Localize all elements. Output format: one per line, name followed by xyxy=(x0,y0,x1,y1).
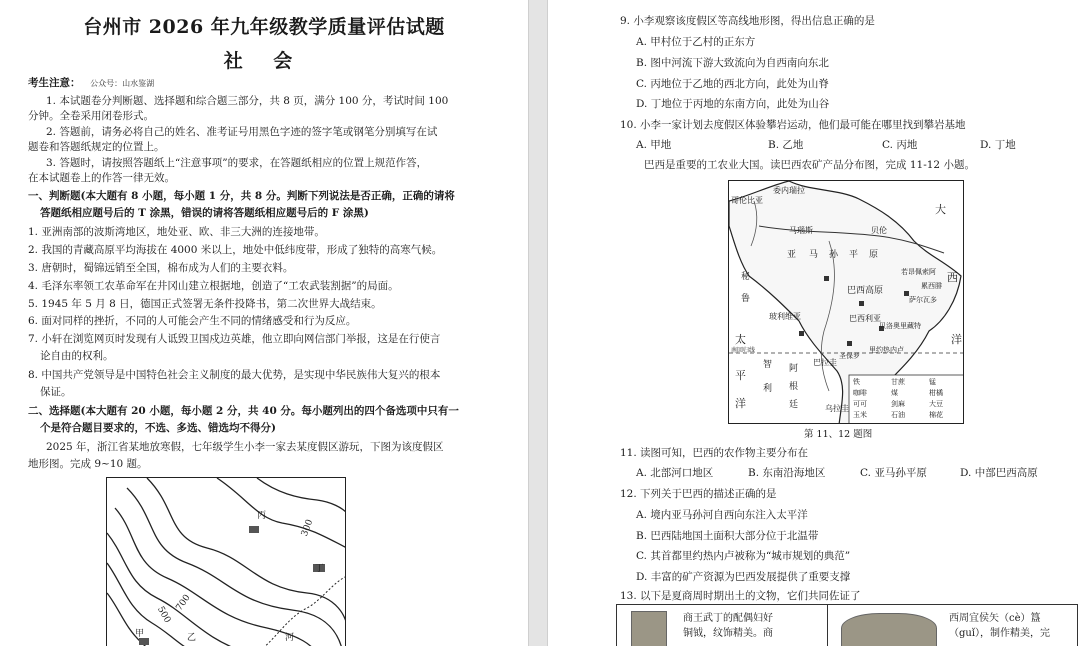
map-label-peru-lu: 鲁 xyxy=(741,294,751,304)
map-label-sun: 孙 xyxy=(829,250,839,260)
map-label-belo-horizonte: 贝洛奥里藏特 xyxy=(879,322,921,330)
relic2-line: （guǐ），制作精美，完 xyxy=(949,628,1051,639)
map-label-uruguay: 乌拉圭 xyxy=(825,404,849,413)
contour-label-river: 河 xyxy=(285,633,295,643)
judgment-item: 6. 面对同样的挫折，不同的人可能会产生不同的情绪感受和行为反应。 xyxy=(28,315,357,327)
notice-line: 在本试题卷上的作答一律无效。 xyxy=(28,172,175,184)
map-label-peru-bi: 秘 xyxy=(741,272,751,282)
right-page xyxy=(548,0,1080,646)
map-label-atlantic-da: 大 xyxy=(935,203,946,216)
brazil-map xyxy=(728,180,964,424)
q9-option: C. 丙地位于乙地的西北方向，此处为山脊 xyxy=(636,78,829,90)
map-label-manaus: 马瑙斯 xyxy=(789,226,813,235)
map-label-argentina-a: 阿 xyxy=(789,364,799,374)
q10-option: D. 丁地 xyxy=(980,139,1016,151)
map-label-recife: 累西腓 xyxy=(921,282,942,290)
map-label-brazil-plateau: 巴西高原 xyxy=(847,286,884,296)
map-label-rio: 里约热内卢 xyxy=(869,346,904,354)
scenario-intro-cont: 地形图。完成 9~10 题。 xyxy=(28,458,148,470)
q11-option: C. 亚马孙平原 xyxy=(860,467,927,479)
contour-label-ding: 丁 xyxy=(315,564,325,574)
map-label-ya: 亚 xyxy=(787,250,797,260)
judgment-item: 8. 中国共产党领导是中国特色社会主义制度的最大优势，是实现中华民族伟大复兴的根本 xyxy=(28,369,441,381)
notice-source: 公众号：山水鉴湖 xyxy=(90,79,155,88)
legend-item: 可可 xyxy=(853,400,867,408)
judgment-item: 5. 1945 年 5 月 8 日，德国正式签署无条件投降书，第二次世界大战结束。 xyxy=(28,298,382,310)
q12-stem: 12. 下列关于巴西的描述正确的是 xyxy=(620,488,777,500)
notice-line: 分钟。全卷采用闭卷形式。 xyxy=(28,110,154,122)
map-label-chile-li: 利 xyxy=(763,384,773,394)
judgment-item-cont: 保证。 xyxy=(40,386,72,398)
notice-line: 1. 本试题卷分判断题、选择题和综合题三部分，共 8 页，满分 100 分，考试时间 100 xyxy=(46,95,449,107)
q9-option: B. 图中河流下游大致流向为自西南向东北 xyxy=(636,57,829,69)
relic-divider xyxy=(827,605,828,646)
relic-yue-axe-image xyxy=(631,611,667,646)
legend-item: 锰 xyxy=(929,378,936,386)
map-label-argentina-ting: 廷 xyxy=(789,400,799,410)
legend-item: 铁 xyxy=(853,378,860,386)
judgment-item: 3. 唐朝时，蜀锦远销至全国，棉布成为人们的主要衣料。 xyxy=(28,262,294,274)
q11-option: B. 东南沿海地区 xyxy=(748,467,826,479)
legend-item: 柑橘 xyxy=(929,389,943,397)
relic2-line: 西周宜侯矢（cè）簋 xyxy=(949,613,1041,624)
contour-map xyxy=(106,477,346,646)
map-label-pacific-ping: 平 xyxy=(735,369,746,382)
map-label-yuan: 原 xyxy=(869,250,879,260)
q13-stem: 13. 以下是夏商周时期出土的文物，它们共同佐证了 xyxy=(620,590,861,602)
map-label-bolivia: 玻利维亚 xyxy=(769,312,801,321)
relic2-caption xyxy=(949,611,1050,641)
map-label-paraguay: 巴拉圭 xyxy=(813,358,837,367)
q11-option: A. 北部河口地区 xyxy=(636,467,714,479)
map-label-brasilia: 巴西利亚 xyxy=(849,314,881,323)
map-label-belem: 贝伦 xyxy=(871,226,887,235)
relic-gui-vessel-image xyxy=(841,613,937,646)
q11-option: D. 中部巴西高原 xyxy=(960,467,1038,479)
map-label-sao-paulo: 圣保罗 xyxy=(839,352,860,360)
q12-option: C. 其首都里约热内卢被称为“城市规划的典范” xyxy=(636,550,851,562)
legend-item: 玉米 xyxy=(853,411,867,419)
contour-lines xyxy=(107,478,346,646)
legend-item: 甘蔗 xyxy=(891,378,905,386)
map-caption: 第 11、12 题图 xyxy=(804,429,873,440)
map-label-ma: 马 xyxy=(809,250,819,260)
map-label-chile-zhi: 智 xyxy=(763,360,773,370)
map-label-venezuela: 委内瑞拉 xyxy=(773,186,805,195)
village-jia-marker xyxy=(139,638,149,645)
judgment-item: 2. 我国的青藏高原平均海拔在 4000 米以上，地处中低纬度带，形成了独特的高寒气候。 xyxy=(28,244,443,256)
q9-stem: 9. 小李观察该度假区等高线地形图，得出信息正确的是 xyxy=(620,15,875,27)
legend-item: 咖啡 xyxy=(853,389,867,397)
q12-option: B. 巴西陆地国土面积大部分位于北温带 xyxy=(636,530,819,542)
q13-relic-panel xyxy=(616,604,1078,646)
contour-label-bing: 丙 xyxy=(257,511,267,521)
exam-subject: 社 会 xyxy=(223,50,305,72)
relic1-line: 商王武丁的配偶妇好 xyxy=(683,613,773,624)
legend-item: 棉花 xyxy=(929,411,943,419)
map-label-pacific-tai: 太 xyxy=(735,333,746,346)
map-label-argentina-gen: 根 xyxy=(789,382,799,392)
map-label-ping: 平 xyxy=(849,250,859,260)
contour-label-700: 700 xyxy=(174,593,193,613)
q10-option: C. 丙地 xyxy=(882,139,918,151)
q9-option: A. 甲村位于乙村的正东方 xyxy=(636,36,756,48)
scenario-intro: 2025 年，浙江省某地放寒假，七年级学生小李一家去某度假区游玩，下图为该度假区 xyxy=(46,441,444,453)
section1-heading: 一、判断题(本大题有 8 小题，每小题 1 分，共 8 分。判断下列说法是否正确，正确的请将 xyxy=(28,190,455,202)
notice-line: 2. 答题前，请务必将自己的姓名、准考证号用黑色字迹的签字笔或钢笔分别填写在试 xyxy=(46,126,438,138)
q12-option: A. 境内亚马孙河自西向东注入太平洋 xyxy=(636,509,808,521)
judgment-item: 7. 小轩在浏览网页时发现有人诋毁卫国戍边英雄，他立即向网信部门举报，这是在行使言 xyxy=(28,333,441,345)
q9-option: D. 丁地位于丙地的东南方向，此处为山谷 xyxy=(636,98,830,110)
legend-item: 大豆 xyxy=(929,400,943,408)
judgment-item: 1. 亚洲南部的波斯湾地区，地处亚、欧、非三大洲的连接地带。 xyxy=(28,226,325,238)
notice-label xyxy=(28,76,154,91)
notice-line: 3. 答题时，请按照答题纸上“注意事项”的要求，在答题纸相应的位置上规范作答， xyxy=(46,157,428,169)
section2-heading: 二、选择题(本大题有 20 小题，每小题 2 分，共 40 分。每小题列出的四个备选项中只有一 xyxy=(28,405,459,417)
contour-label-300: 300 xyxy=(299,518,316,538)
map-label-pacific-yang: 洋 xyxy=(735,397,746,410)
map-label-joao-pessoa: 若昂佩索阿 xyxy=(901,268,936,276)
judgment-item: 4. 毛泽东率领工农革命军在井冈山建立根据地，创造了“工农武装割据”的局面。 xyxy=(28,280,399,292)
q10-option: B. 乙地 xyxy=(768,139,804,151)
map-label-tropic: 南回归线 xyxy=(731,347,756,354)
contour-label-500: 500 xyxy=(154,605,173,625)
map-label-atlantic-xi: 西 xyxy=(947,271,958,284)
village-bing-marker xyxy=(249,526,259,533)
judgment-item-cont: 论自由的权利。 xyxy=(40,350,114,362)
notice-label-text: 考生注意： xyxy=(28,77,81,89)
map-label-atlantic-yang: 洋 xyxy=(951,333,962,346)
left-page xyxy=(0,0,528,646)
notice-line: 题卷和答题纸规定的位置上。 xyxy=(28,141,165,153)
page-gutter xyxy=(528,0,548,646)
brazil-intro: 巴西是重要的工农业大国。读巴西农矿产品分布图，完成 11-12 小题。 xyxy=(644,159,975,171)
map-label-salvador: 萨尔瓦多 xyxy=(909,296,937,304)
contour-label-jia: 甲 xyxy=(135,629,145,639)
legend-item: 石油 xyxy=(891,411,905,419)
legend-item: 剑麻 xyxy=(891,400,905,408)
relic1-caption xyxy=(683,611,773,641)
map-label-colombia: 哥伦比亚 xyxy=(731,196,763,205)
contour-label-yi: 乙 xyxy=(187,633,197,643)
q11-stem: 11. 读图可知，巴西的农作物主要分布在 xyxy=(620,447,809,459)
relic1-line: 铜钺，纹饰精美。商 xyxy=(683,628,773,639)
q12-option: D. 丰富的矿产资源为巴西发展提供了重要支撑 xyxy=(636,571,851,583)
legend-item: 煤 xyxy=(891,389,898,397)
map-legend xyxy=(851,377,963,423)
q10-option: A. 甲地 xyxy=(636,139,672,151)
section1-heading-cont: 答题纸相应题号后的 T 涂黑，错误的请将答题纸相应题号后的 F 涂黑) xyxy=(40,207,369,219)
q10-stem: 10. 小李一家计划去度假区体验攀岩运动，他们最可能在哪里找到攀岩基地 xyxy=(620,119,966,131)
exam-title: 台州市 2026 年九年级教学质量评估试题 xyxy=(83,16,445,38)
section2-heading-cont: 个是符合题目要求的，不选、多选、错选均不得分) xyxy=(40,422,276,434)
